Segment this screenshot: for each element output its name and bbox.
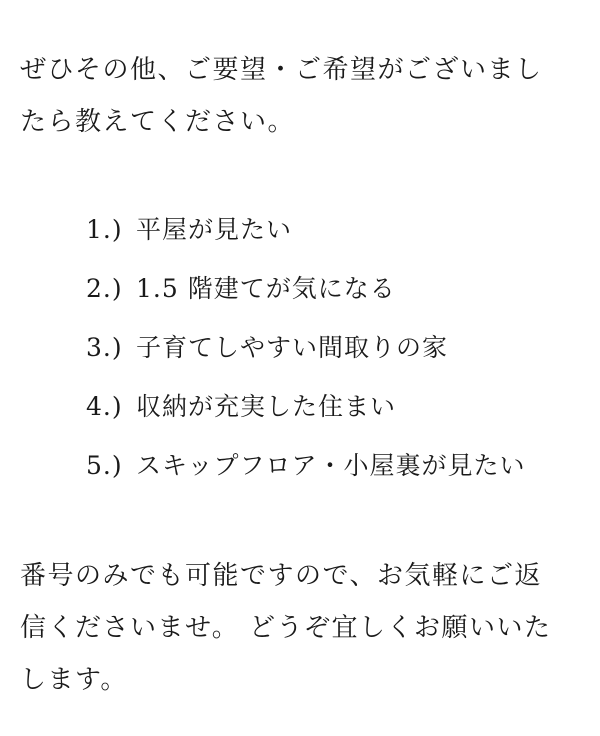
- option-text: 収納が充実した住まい: [136, 392, 397, 421]
- option-number: 2.): [86, 274, 123, 303]
- option-item-3: [86, 318, 526, 377]
- outro-paragraph: [20, 550, 585, 706]
- option-item-2: [86, 259, 526, 318]
- option-item-1: [86, 200, 526, 259]
- intro-paragraph: [20, 44, 585, 148]
- option-text: 平屋が見たい: [136, 215, 293, 244]
- option-item-5: [86, 436, 526, 495]
- option-number: 4.): [86, 392, 123, 421]
- request-options-list: [86, 200, 526, 495]
- option-text: スキップフロア・小屋裏が見たい: [136, 451, 526, 480]
- option-number: 5.): [86, 451, 123, 480]
- option-item-4: [86, 377, 526, 436]
- option-text: 1.5 階建てが気になる: [136, 274, 396, 303]
- option-text: 子育てしやすい間取りの家: [136, 333, 449, 362]
- option-number: 3.): [86, 333, 123, 362]
- option-number: 1.): [86, 215, 123, 244]
- outro-line: 信くださいませ。 どうぞ宜しくお願いいた: [20, 613, 552, 643]
- outro-line: 番号のみでも可能ですので、お気軽にご返: [20, 561, 542, 591]
- intro-line: たら教えてください。: [20, 107, 296, 137]
- intro-line: ぜひその他、ご要望・ご希望がございまし: [20, 55, 543, 85]
- outro-line: します。: [20, 665, 128, 695]
